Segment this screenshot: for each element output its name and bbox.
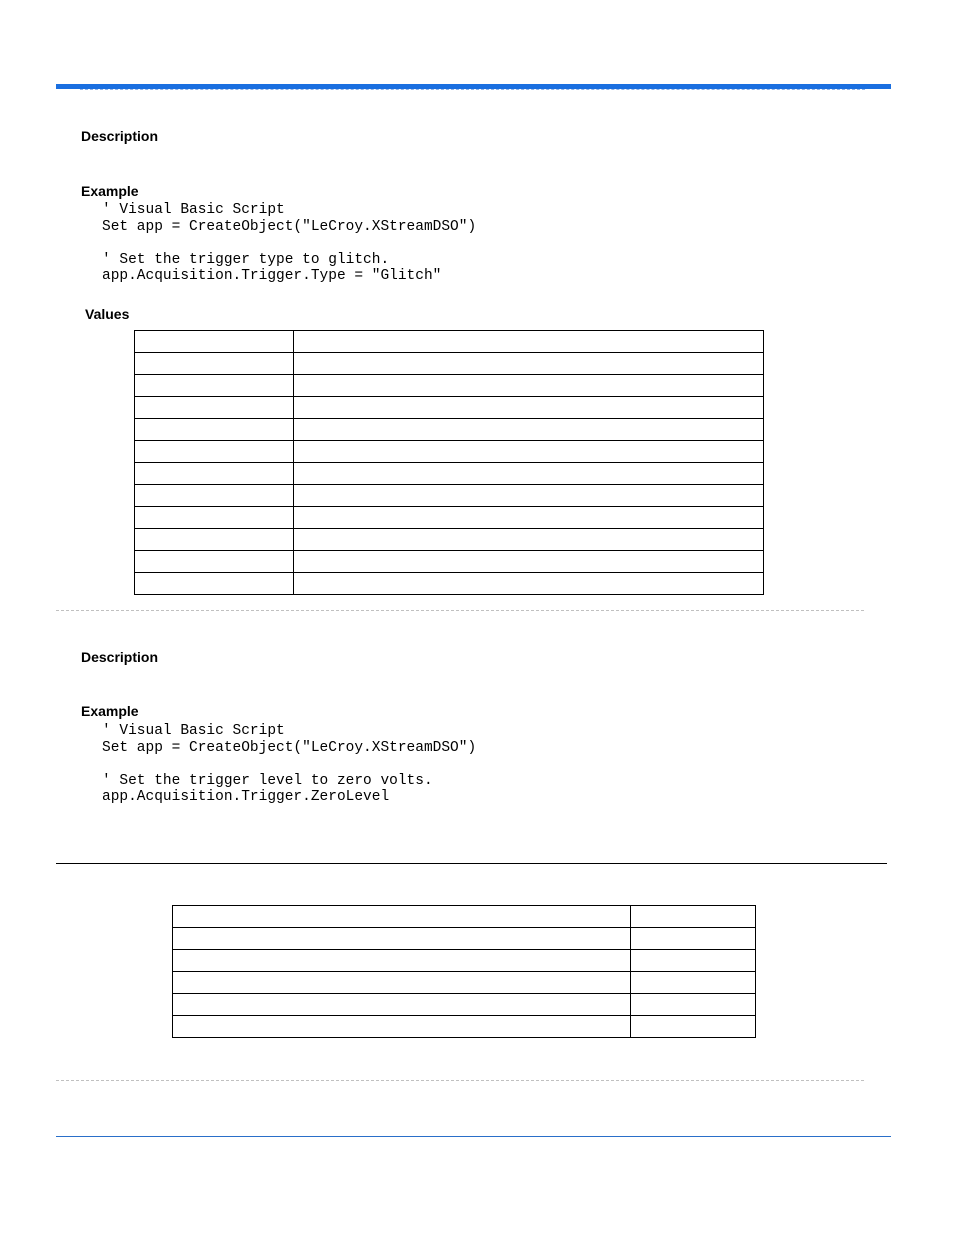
table-cell <box>631 972 756 994</box>
section-rule <box>56 863 887 864</box>
values-heading: Values <box>85 306 130 322</box>
example-heading: Example <box>81 703 139 719</box>
table-row <box>135 397 764 419</box>
table-cell <box>294 441 764 463</box>
table-cell <box>294 331 764 353</box>
table-cell <box>294 463 764 485</box>
table-cell <box>173 994 631 1016</box>
table-cell <box>135 485 294 507</box>
table-row <box>173 906 756 928</box>
summary-table <box>172 905 756 1038</box>
table-row <box>135 375 764 397</box>
table-cell <box>135 573 294 595</box>
table-row <box>173 928 756 950</box>
section-separator <box>56 610 864 611</box>
table-row <box>173 950 756 972</box>
section-separator <box>56 1080 864 1081</box>
table-row <box>135 353 764 375</box>
table-cell <box>135 397 294 419</box>
table-cell <box>294 507 764 529</box>
table-cell <box>631 994 756 1016</box>
table-row <box>135 485 764 507</box>
table-cell <box>173 950 631 972</box>
code-example: ' Visual Basic Script Set app = CreateObject("LeCroy.XStreamDSO") ' Set the trigger type to glitch. app.Acquisition.Trigger.Type = "Glitch" <box>102 202 477 284</box>
table-cell <box>135 331 294 353</box>
table-row <box>135 551 764 573</box>
table-cell <box>135 375 294 397</box>
table-row <box>135 507 764 529</box>
table-cell <box>135 441 294 463</box>
table-row <box>135 463 764 485</box>
description-heading: Description <box>81 128 159 144</box>
table-row <box>173 994 756 1016</box>
table-cell <box>173 972 631 994</box>
table-cell <box>135 353 294 375</box>
footer-rule <box>56 1136 891 1137</box>
table-row <box>135 573 764 595</box>
table-cell <box>294 485 764 507</box>
table-row <box>135 529 764 551</box>
table-row <box>135 419 764 441</box>
table-cell <box>294 353 764 375</box>
table-cell <box>294 573 764 595</box>
table-cell <box>173 1016 631 1038</box>
table-cell <box>135 529 294 551</box>
table-row <box>135 441 764 463</box>
table-cell <box>294 375 764 397</box>
example-heading: Example <box>81 183 139 199</box>
table-cell <box>294 529 764 551</box>
table-row <box>173 972 756 994</box>
table-cell <box>173 906 631 928</box>
code-example: ' Visual Basic Script Set app = CreateObject("LeCroy.XStreamDSO") ' Set the trigger level to zero volts. app.Acquisition.Trigger.ZeroLevel <box>102 723 477 805</box>
table-cell <box>631 906 756 928</box>
table-cell <box>135 551 294 573</box>
table-cell <box>294 419 764 441</box>
table-cell <box>631 1016 756 1038</box>
table-cell <box>294 551 764 573</box>
values-table <box>134 330 764 595</box>
table-cell <box>631 950 756 972</box>
table-row <box>135 331 764 353</box>
table-cell <box>173 928 631 950</box>
table-cell <box>135 507 294 529</box>
header-dashed-line <box>80 89 865 90</box>
table-cell <box>135 419 294 441</box>
table-cell <box>135 463 294 485</box>
table-cell <box>294 397 764 419</box>
description-heading: Description <box>81 649 159 665</box>
table-cell <box>631 928 756 950</box>
table-row <box>173 1016 756 1038</box>
